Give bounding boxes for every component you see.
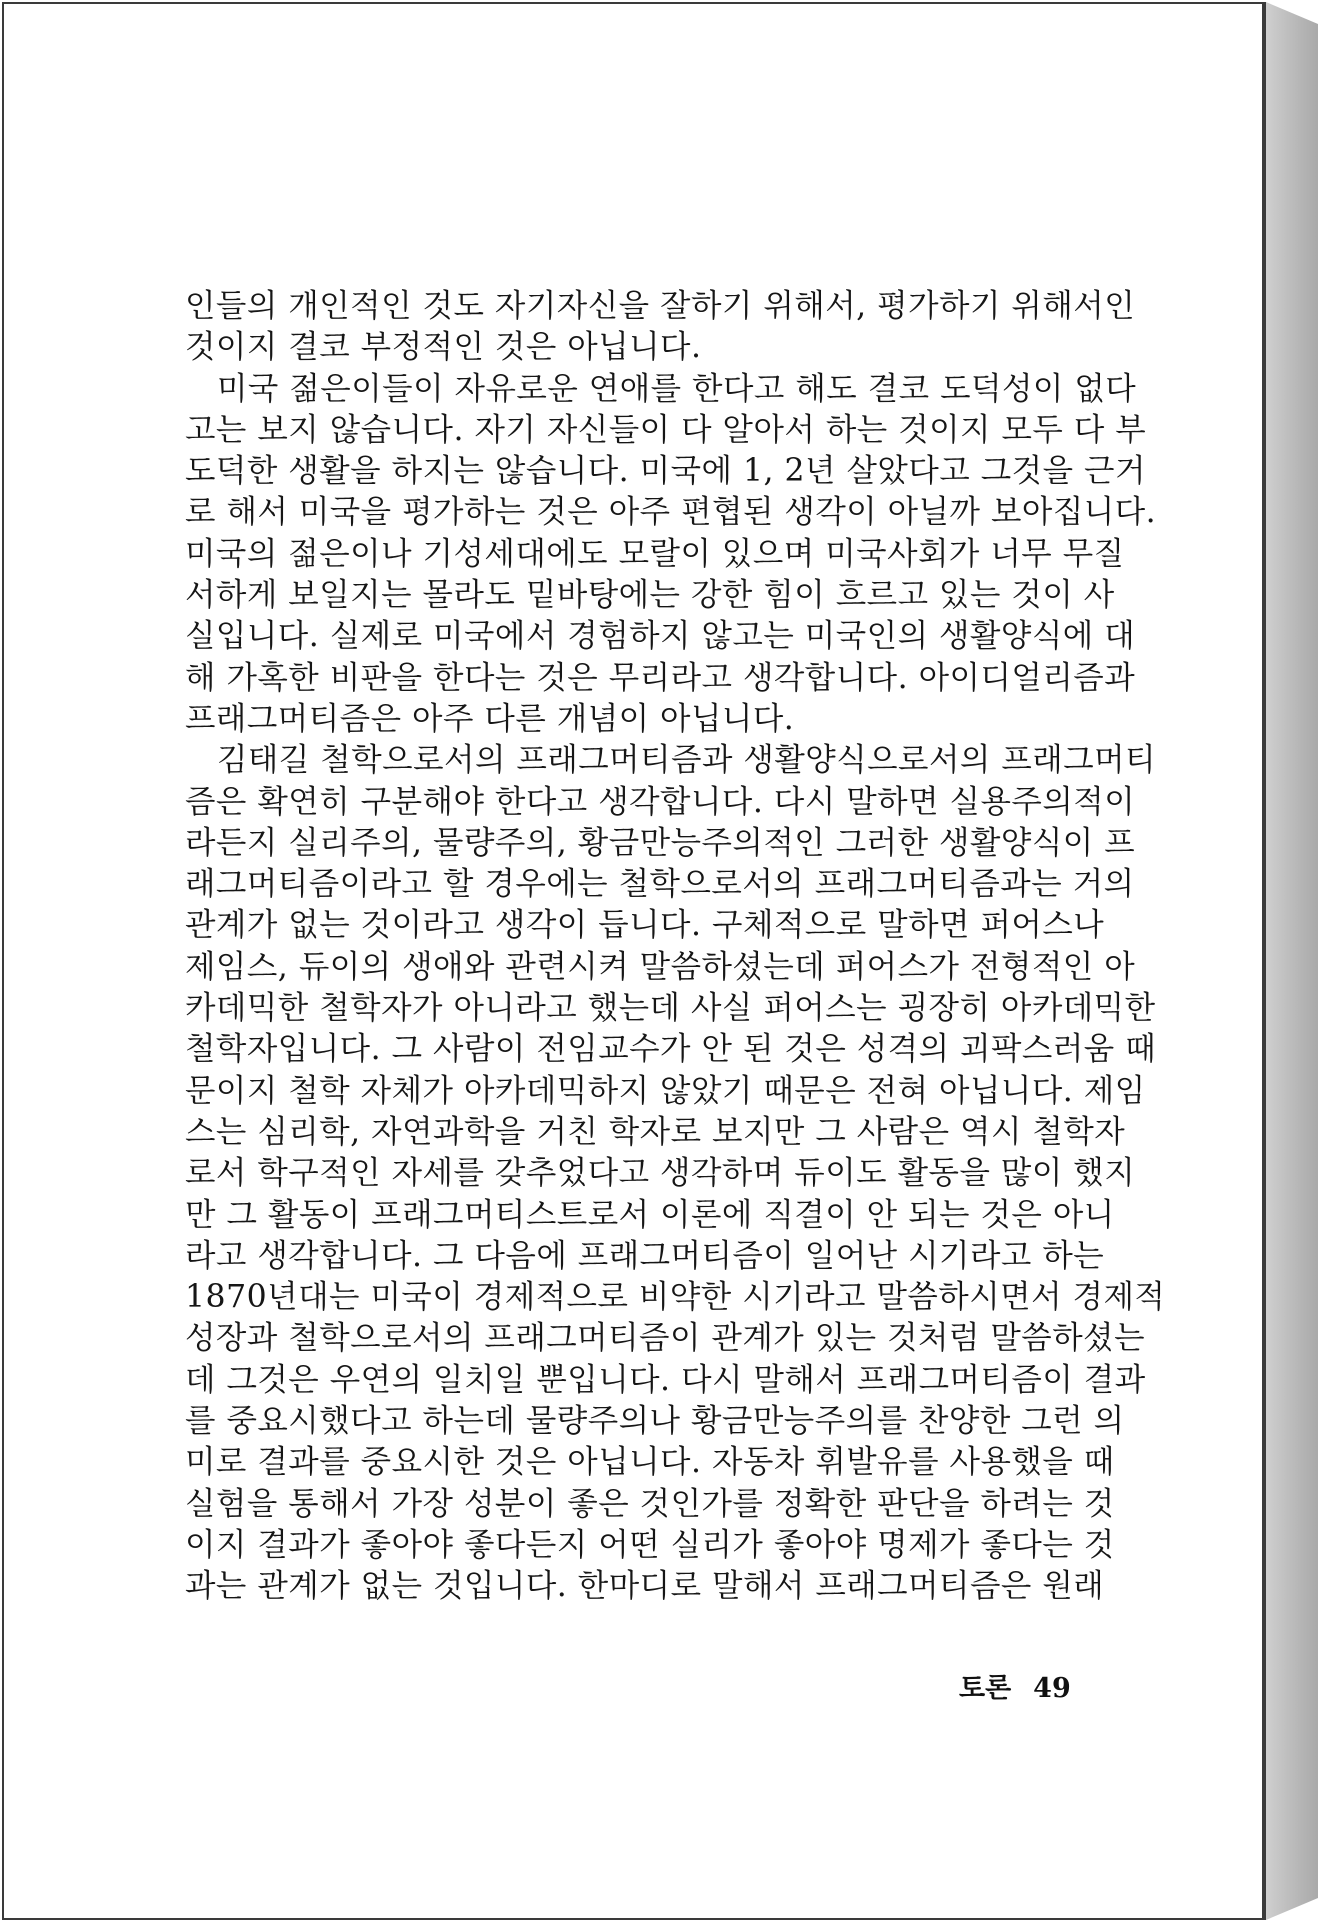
- text-line: 것이지 결코 부정적인 것은 아닙니다.: [185, 329, 702, 366]
- text-line: 미국 젊은이들이 자유로운 연애를 한다고 해도 결코 도덕성이 없다: [217, 370, 1137, 407]
- text-line: 과는 관계가 없는 것입니다. 한마디로 말해서 프래그머티즘은 원래: [185, 1568, 1105, 1605]
- text-line: 인들의 개인적인 것도 자기자신을 잘하기 위해서, 평가하기 위해서인: [185, 288, 1136, 324]
- text-line: 김태길 철학으로서의 프래그머티즘과 생활양식으로서의 프래그머티: [217, 742, 1156, 779]
- text-line: 1870년대는 미국이 경제적으로 비약한 시기라고 말씀하시면서 경제적: [185, 1279, 1166, 1316]
- text-line: 고는 보지 않습니다. 자기 자신들이 다 알아서 하는 것이지 모두 다 부: [185, 411, 1147, 448]
- text-line: 만 그 활동이 프래그머티스트로서 이론에 직결이 안 되는 것은 아니: [185, 1196, 1115, 1233]
- text-line: 철학자입니다. 그 사람이 전임교수가 안 된 것은 성격의 괴팍스러움 때: [185, 1031, 1157, 1068]
- text-line: 프래그머티즘은 아주 다른 개념이 아닙니다.: [185, 700, 795, 737]
- text-line: 실입니다. 실제로 미국에서 경험하지 않고는 미국인의 생활양식에 대: [185, 618, 1136, 655]
- page-stack-side: [1266, 2, 1318, 1920]
- text-line: 제임스, 듀이의 생애와 관련시켜 말씀하셨는데 퍼어스가 전형적인 아: [185, 948, 1136, 985]
- text-line: 로서 학구적인 자세를 갖추었다고 생각하며 듀이도 활동을 많이 했지: [185, 1155, 1136, 1192]
- text-line: 도덕한 생활을 하지는 않습니다. 미국에 1, 2년 살았다고 그것을 근거: [185, 453, 1146, 490]
- text-line: 서하게 보일지는 몰라도 밑바탕에는 강한 힘이 흐르고 있는 것이 사: [185, 577, 1115, 614]
- text-line: 미국의 젊은이나 기성세대에도 모랄이 있으며 미국사회가 너무 무질: [185, 535, 1125, 572]
- text-line: 해 가혹한 비판을 한다는 것은 무리라고 생각합니다. 아이디얼리즘과: [185, 659, 1136, 696]
- text-line: 실험을 통해서 가장 성분이 좋은 것인가를 정확한 판단을 하려는 것: [185, 1485, 1115, 1522]
- text-line: 라든지 실리주의, 물량주의, 황금만능주의적인 그러한 생활양식이 프: [185, 824, 1136, 861]
- text-line: 데 그것은 우연의 일치일 뿐입니다. 다시 말해서 프래그머티즘이 결과: [185, 1361, 1146, 1398]
- text-line: 미로 결과를 중요시한 것은 아닙니다. 자동차 휘발유를 사용했을 때: [185, 1444, 1115, 1481]
- text-line: 라고 생각합니다. 그 다음에 프래그머티즘이 일어난 시기라고 하는: [185, 1237, 1105, 1274]
- body-text: [185, 286, 1166, 1608]
- running-footer-section: 토론: [959, 1673, 1012, 1704]
- page-number: 49: [1033, 1673, 1071, 1704]
- text-line: 이지 결과가 좋아야 좋다든지 어떤 실리가 좋아야 명제가 좋다는 것: [185, 1526, 1115, 1563]
- book-page: [2, 2, 1264, 1920]
- text-line: 카데믹한 철학자가 아니라고 했는데 사실 퍼어스는 굉장히 아카데믹한: [185, 990, 1156, 1027]
- text-line: 문이지 철학 자체가 아카데믹하지 않았기 때문은 전혀 아닙니다. 제임: [185, 1072, 1146, 1109]
- text-line: 래그머티즘이라고 할 경우에는 철학으로서의 프래그머티즘과는 거의: [185, 866, 1135, 903]
- text-line: 즘은 확연히 구분해야 한다고 생각합니다. 다시 말하면 실용주의적이: [185, 783, 1136, 820]
- text-line: 를 중요시했다고 하는데 물량주의나 황금만능주의를 찬양한 그런 의: [185, 1403, 1125, 1440]
- page-footer: [959, 1666, 1071, 1705]
- text-line: 관계가 없는 것이라고 생각이 듭니다. 구체적으로 말하면 퍼어스나: [185, 907, 1105, 944]
- text-line: 성장과 철학으로서의 프래그머티즘이 관계가 있는 것처럼 말씀하셨는: [185, 1320, 1146, 1357]
- text-line: 로 해서 미국을 평가하는 것은 아주 편협된 생각이 아닐까 보아집니다.: [185, 494, 1157, 531]
- text-line: 스는 심리학, 자연과학을 거친 학자로 보지만 그 사람은 역시 철학자: [185, 1113, 1126, 1150]
- page-edge: [1263, 2, 1266, 1920]
